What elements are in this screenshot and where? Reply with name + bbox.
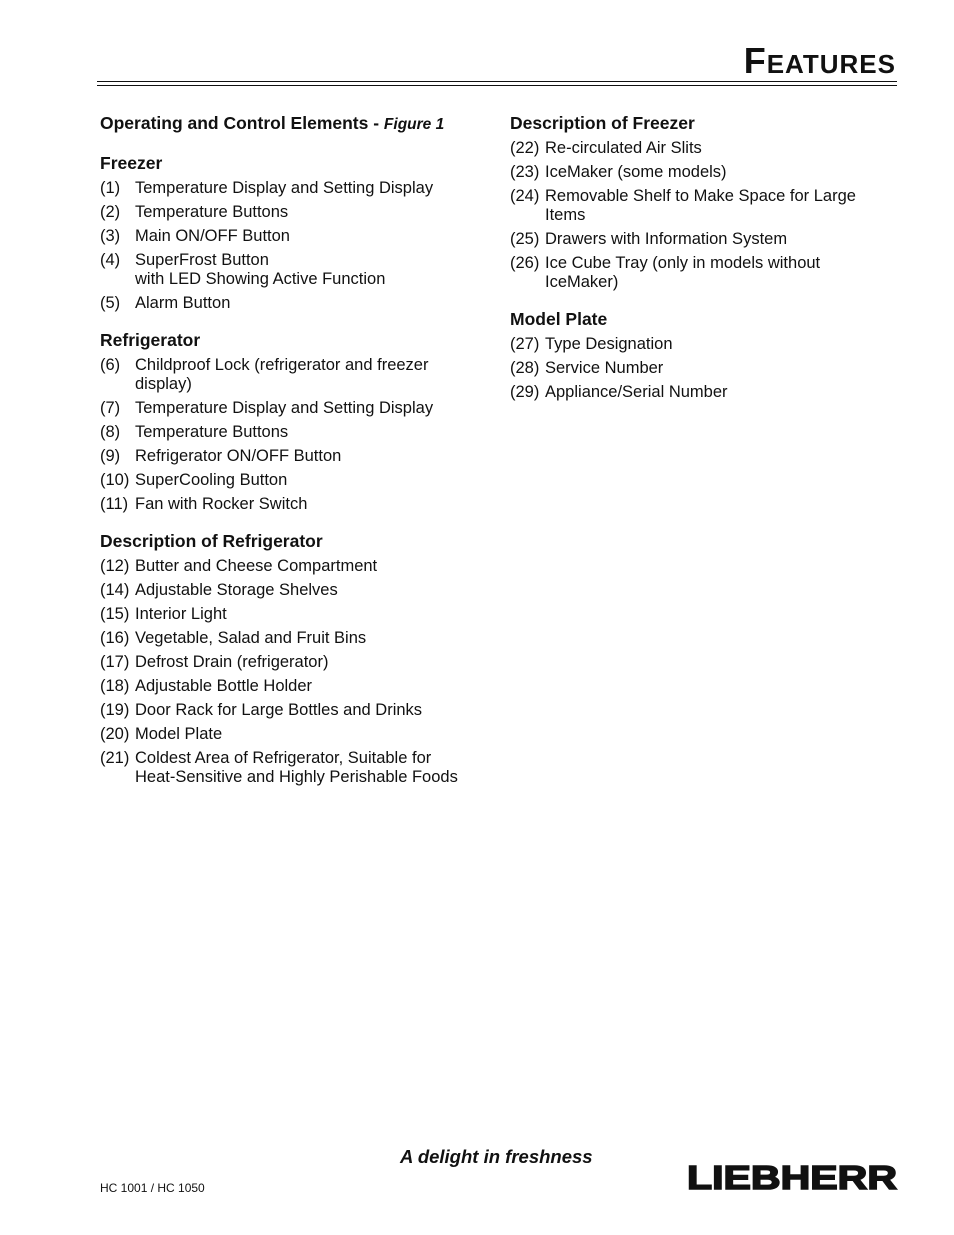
item-text-line: Door Rack for Large Bottles and Drinks <box>135 701 423 719</box>
item-number: (3) <box>100 227 121 245</box>
item-text <box>135 203 490 222</box>
item-text-line: Type Designation <box>545 335 673 353</box>
title-rule <box>97 85 897 86</box>
list-item <box>100 605 490 624</box>
item-number: (26) <box>510 254 540 272</box>
list-item <box>100 294 490 313</box>
liebherr-logo <box>686 1162 898 1192</box>
item-number: (8) <box>100 423 121 441</box>
item-number: (29) <box>510 383 540 401</box>
right-column <box>510 112 900 412</box>
section-heading: Refrigerator <box>100 330 201 350</box>
item-text-line: Temperature Display and Setting Display <box>135 179 434 197</box>
item-text <box>135 581 490 600</box>
item-text-line: SuperFrost Button <box>135 251 269 269</box>
item-text-line: IceMaker (some models) <box>545 163 727 181</box>
item-text <box>545 163 900 182</box>
item-number: (2) <box>100 203 121 221</box>
list-item <box>100 227 490 246</box>
intro-heading <box>100 112 490 136</box>
item-text <box>135 725 490 744</box>
list-item <box>100 653 490 672</box>
item-text <box>135 447 490 466</box>
item-text <box>135 251 490 289</box>
item-number: (16) <box>100 629 130 647</box>
list-item <box>100 629 490 648</box>
item-text-line: Temperature Buttons <box>135 203 289 221</box>
list-item <box>100 251 490 289</box>
item-number: (11) <box>100 495 129 513</box>
section <box>100 530 490 787</box>
item-text-line: Alarm Button <box>135 294 231 312</box>
intro-title: Operating and Control Elements - <box>100 113 384 133</box>
list-item <box>100 179 490 198</box>
section <box>510 308 900 402</box>
item-text <box>135 629 490 648</box>
item-number: (21) <box>100 749 130 767</box>
item-text <box>135 294 490 313</box>
list-item <box>510 139 900 158</box>
item-text-line: Defrost Drain (refrigerator) <box>135 653 329 671</box>
item-text <box>135 701 490 720</box>
item-text <box>135 423 490 442</box>
item-text-line: Adjustable Bottle Holder <box>135 677 313 695</box>
section-heading: Model Plate <box>510 309 608 329</box>
list-item <box>100 581 490 600</box>
item-text-line: Adjustable Storage Shelves <box>135 581 338 599</box>
list-item <box>100 749 490 787</box>
list-item <box>510 187 900 225</box>
list-item <box>100 399 490 418</box>
list-item <box>510 383 900 402</box>
item-number: (23) <box>510 163 540 181</box>
list-item <box>100 356 490 394</box>
title-rule <box>97 81 897 82</box>
item-text-line: Drawers with Information System <box>545 230 788 248</box>
item-text <box>545 187 900 225</box>
item-number: (14) <box>100 581 130 599</box>
list-item <box>100 203 490 222</box>
item-text <box>135 179 490 198</box>
list-item <box>100 677 490 696</box>
item-text-line: Fan with Rocker Switch <box>135 495 308 513</box>
item-text-line: SuperCooling Button <box>135 471 288 489</box>
item-text <box>135 653 490 672</box>
list-item <box>100 423 490 442</box>
item-text-line: Re-circulated Air Slits <box>545 139 702 157</box>
item-number: (19) <box>100 701 130 719</box>
item-text-line: Heat-Sensitive and Highly Perishable Foods <box>135 768 458 786</box>
model-number: HC 1001 / HC 1050 <box>100 1181 205 1195</box>
item-text-line: Temperature Buttons <box>135 423 289 441</box>
item-number: (1) <box>100 179 121 197</box>
item-number: (15) <box>100 605 130 623</box>
item-text <box>135 557 490 576</box>
item-number: (6) <box>100 356 121 374</box>
list-item <box>510 230 900 249</box>
tagline: A delight in freshness <box>400 1146 593 1167</box>
list-item <box>100 701 490 720</box>
item-text-line: Ice Cube Tray (only in models without <box>545 254 821 272</box>
item-number: (7) <box>100 399 121 417</box>
item-number: (4) <box>100 251 121 269</box>
item-text-line: Temperature Display and Setting Display <box>135 399 434 417</box>
item-text-line: Items <box>545 206 586 224</box>
item-text <box>545 383 900 402</box>
item-text <box>135 677 490 696</box>
item-text-line: display) <box>135 375 192 393</box>
page-title-initial: F <box>743 40 767 81</box>
item-text-line: Vegetable, Salad and Fruit Bins <box>135 629 367 647</box>
list-item <box>100 471 490 490</box>
page-title-rest: EATURES <box>766 49 896 79</box>
figure-reference: Figure 1 <box>383 116 445 133</box>
item-number: (27) <box>510 335 540 353</box>
section-heading: Description of Freezer <box>510 113 695 133</box>
item-text <box>135 356 490 394</box>
list-item <box>100 447 490 466</box>
list-item <box>510 359 900 378</box>
item-text-line: Childproof Lock (refrigerator and freezer <box>135 356 429 374</box>
item-text <box>135 227 490 246</box>
item-text-line: Butter and Cheese Compartment <box>135 557 378 575</box>
item-text-line: IceMaker) <box>545 273 619 291</box>
item-text-line: Coldest Area of Refrigerator, Suitable for <box>135 749 432 767</box>
list-item <box>100 557 490 576</box>
item-number: (28) <box>510 359 540 377</box>
item-text-line: Removable Shelf to Make Space for Large <box>545 187 856 205</box>
item-text <box>545 230 900 249</box>
item-number: (24) <box>510 187 540 205</box>
item-text-line: Interior Light <box>135 605 227 623</box>
section <box>510 112 900 292</box>
item-text <box>545 139 900 158</box>
item-text <box>545 359 900 378</box>
list-item <box>100 725 490 744</box>
list-item <box>510 335 900 354</box>
item-text-line: Main ON/OFF Button <box>135 227 290 245</box>
item-text <box>135 399 490 418</box>
section-heading: Freezer <box>100 153 163 173</box>
item-text <box>545 335 900 354</box>
item-text <box>135 495 490 514</box>
page-title <box>744 40 896 82</box>
list-item <box>100 495 490 514</box>
item-number: (22) <box>510 139 540 157</box>
list-item <box>510 163 900 182</box>
svg-text:LIEBHERR: LIEBHERR <box>687 1162 898 1192</box>
item-number: (20) <box>100 725 130 743</box>
item-text <box>135 471 490 490</box>
item-text-line: Model Plate <box>135 725 223 743</box>
item-number: (18) <box>100 677 130 695</box>
left-column <box>100 112 490 797</box>
item-text-line: with LED Showing Active Function <box>135 270 386 288</box>
item-text <box>135 749 490 787</box>
list-item <box>510 254 900 292</box>
item-text-line: Service Number <box>545 359 664 377</box>
section-heading: Description of Refrigerator <box>100 531 323 551</box>
item-number: (12) <box>100 557 130 575</box>
item-number: (25) <box>510 230 540 248</box>
item-number: (5) <box>100 294 121 312</box>
section <box>100 329 490 514</box>
item-text <box>545 254 900 292</box>
item-text <box>135 605 490 624</box>
item-text-line: Refrigerator ON/OFF Button <box>135 447 342 465</box>
item-number: (10) <box>100 471 130 489</box>
item-text-line: Appliance/Serial Number <box>545 383 728 401</box>
item-number: (9) <box>100 447 121 465</box>
section <box>100 152 490 313</box>
item-number: (17) <box>100 653 130 671</box>
